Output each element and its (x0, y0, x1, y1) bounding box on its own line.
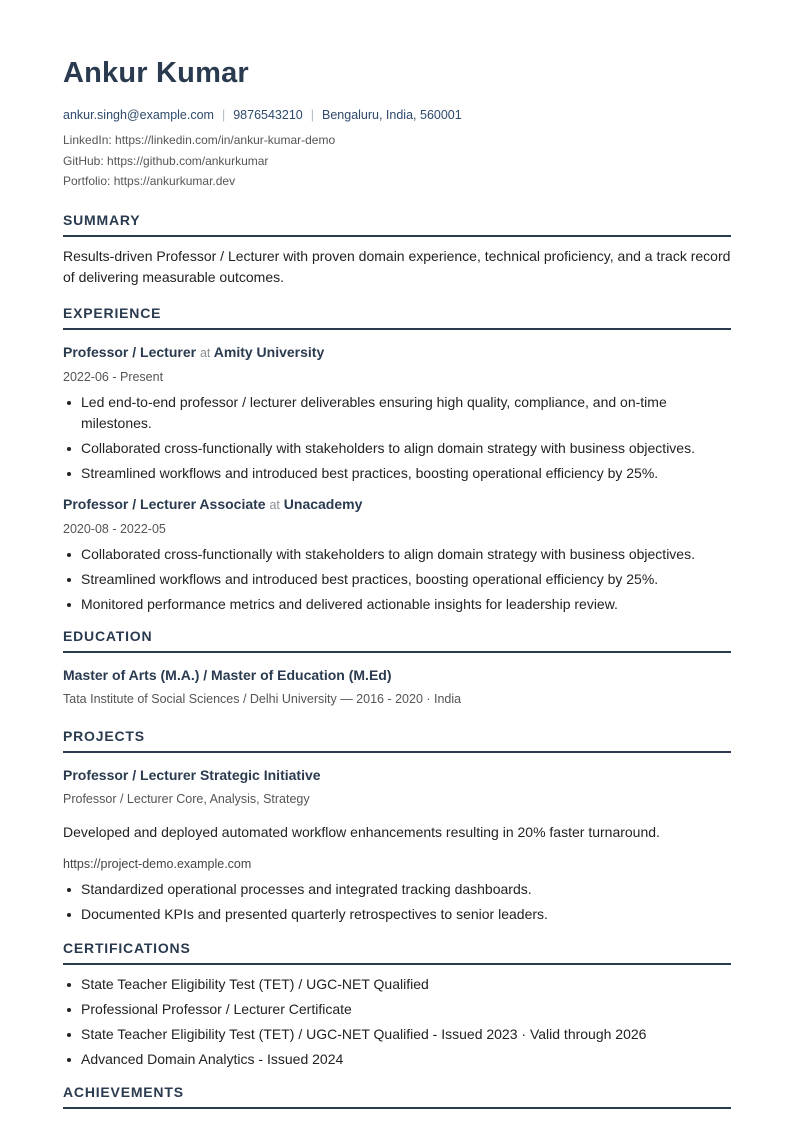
separator: | (221, 108, 226, 122)
list-item: Streamlined workflows and introduced best practices, boosting operational efficiency by 25%. (63, 463, 731, 484)
education-details: Tata Institute of Social Sciences / Delhi University — 2016 - 2020 · India (63, 691, 462, 706)
list-item: Professional Professor / Lecturer Certificate (63, 999, 731, 1020)
list-item: State Teacher Eligibility Test (TET) / UGC-NET Qualified (63, 974, 731, 995)
github-link: GitHub: https://github.com/ankurkumar (63, 153, 269, 168)
job-bullets (63, 392, 731, 484)
job-entry (63, 342, 731, 484)
education-section (63, 628, 731, 708)
section-title: ACHIEVEMENTS (63, 1084, 731, 1109)
section-title: EXPERIENCE (63, 305, 731, 330)
list-item: Standardized operational processes and integrated tracking dashboards. (63, 879, 731, 900)
location: Bengaluru, India, 560001 (322, 108, 462, 122)
list-item: Collaborated cross-functionally with stakeholders to align domain strategy with business objectives. (63, 438, 731, 459)
section-title: PROJECTS (63, 728, 731, 753)
project-tags: Professor / Lecturer Core, Analysis, Strategy (63, 791, 310, 806)
at-word: at (269, 497, 280, 512)
portfolio-link: Portfolio: https://ankurkumar.dev (63, 174, 236, 188)
list-item: Documented KPIs and presented quarterly retrospectives to senior leaders. (63, 904, 731, 925)
candidate-name: Ankur Kumar (63, 57, 249, 89)
summary-text: Results-driven Professor / Lecturer with proven domain experience, technical proficiency, and a track record of delivering measurable outcomes. (63, 247, 731, 285)
certifications-section (63, 940, 731, 1070)
resume-header (63, 56, 731, 192)
job-title-line (63, 342, 731, 363)
project-url: https://project-demo.example.com (63, 856, 252, 871)
achievements-section (63, 1084, 731, 1109)
project-entry (63, 765, 731, 925)
job-title-line (63, 494, 731, 515)
job-company: Amity University (213, 343, 325, 360)
project-name: Professor / Lecturer Strategic Initiative (63, 766, 321, 783)
section-title: CERTIFICATIONS (63, 940, 731, 965)
separator: | (310, 108, 314, 122)
degree: Master of Arts (M.A.) / Master of Education (M.Ed) (63, 666, 392, 683)
list-item: State Teacher Eligibility Test (TET) / UGC-NET Qualified - Issued 2023 · Valid through 2026 (63, 1024, 731, 1045)
list-item: Collaborated cross-functionally with stakeholders to align domain strategy with business objectives. (63, 544, 731, 565)
list-item: Led end-to-end professor / lecturer deliverables ensuring high quality, compliance, and on-time milestones. (63, 392, 731, 434)
job-role: Professor / Lecturer Associate (63, 495, 266, 512)
phone: 9876543210 (233, 108, 303, 122)
project-description: Developed and deployed automated workflow enhancements resulting in 20% faster turnaround. (63, 823, 660, 840)
summary-section (63, 212, 731, 288)
job-bullets (63, 544, 731, 615)
section-title: SUMMARY (63, 212, 731, 237)
job-entry (63, 494, 731, 615)
job-company: Unacademy (283, 495, 363, 512)
job-role: Professor / Lecturer (63, 343, 197, 360)
contact-row (63, 106, 731, 124)
job-dates: 2020-08 - 2022-05 (63, 521, 166, 536)
list-item: Monitored performance metrics and delivered actionable insights for leadership review. (63, 594, 731, 615)
list-item: Streamlined workflows and introduced best practices, boosting operational efficiency by 25%. (63, 569, 731, 590)
certification-list (63, 974, 731, 1070)
projects-section (63, 728, 731, 925)
experience-section (63, 305, 731, 615)
email: ankur.singh@example.com (63, 108, 214, 122)
project-bullets (63, 879, 731, 925)
education-entry (63, 665, 731, 708)
linkedin-link: LinkedIn: https://linkedin.com/in/ankur-kumar-demo (63, 133, 336, 147)
job-dates: 2022-06 - Present (63, 369, 164, 384)
section-title: EDUCATION (63, 628, 731, 653)
profile-links (63, 130, 731, 192)
at-word: at (199, 345, 211, 360)
list-item: Advanced Domain Analytics - Issued 2024 (63, 1049, 731, 1070)
